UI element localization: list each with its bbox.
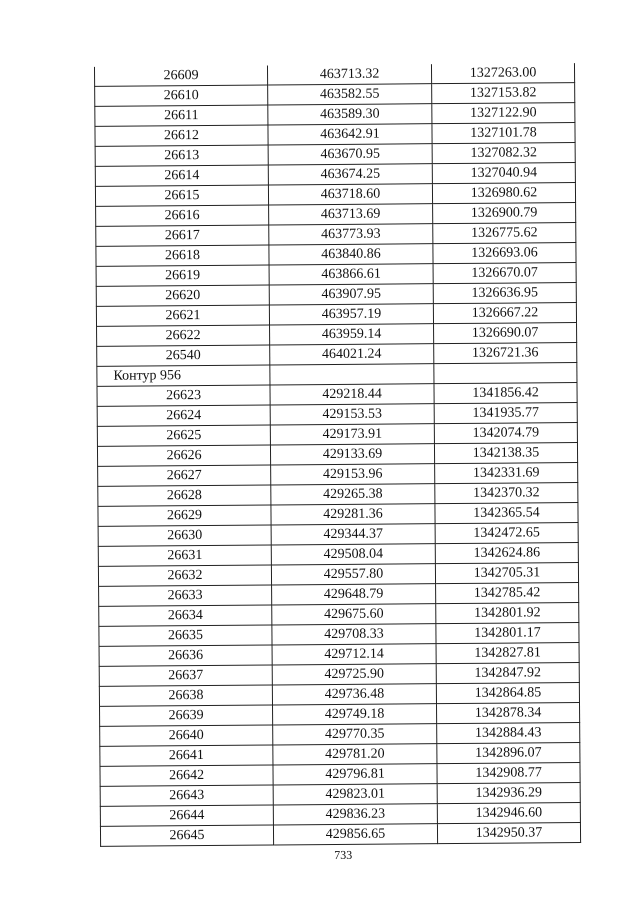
y-coordinate-cell: 1342705.31 xyxy=(435,563,578,584)
point-number-cell: 26624 xyxy=(97,405,270,426)
y-coordinate-cell: 1342827.81 xyxy=(436,643,579,664)
x-coordinate-cell: 464021.24 xyxy=(270,344,434,365)
x-coordinate-cell: 429173.91 xyxy=(270,424,434,445)
point-number-cell: 26638 xyxy=(99,685,272,706)
point-number-cell: 26640 xyxy=(100,725,273,746)
point-number-cell: 26629 xyxy=(98,505,271,526)
point-number-cell: 26619 xyxy=(96,265,269,286)
y-coordinate-cell: 1326721.36 xyxy=(434,343,577,364)
y-coordinate-cell: 1342801.17 xyxy=(436,623,579,644)
y-coordinate-cell: 1342946.60 xyxy=(437,803,580,824)
point-number-cell: 26636 xyxy=(99,645,272,666)
contour-label-cell: Контур 956 xyxy=(97,365,270,386)
y-coordinate-cell: 1342950.37 xyxy=(437,823,580,844)
x-coordinate-cell: 429133.69 xyxy=(270,444,434,465)
y-coordinate-cell: 1327082.32 xyxy=(432,143,575,164)
x-coordinate-cell: 463670.95 xyxy=(268,144,432,165)
x-coordinate-cell: 463589.30 xyxy=(268,104,432,125)
point-number-cell: 26631 xyxy=(98,545,271,566)
y-coordinate-cell: 1326670.07 xyxy=(433,263,576,284)
point-number-cell: 26613 xyxy=(95,145,268,166)
x-coordinate-cell: 429708.33 xyxy=(272,624,436,645)
point-number-cell: 26643 xyxy=(100,785,273,806)
x-coordinate-cell: 429344.37 xyxy=(271,524,435,545)
point-number-cell: 26634 xyxy=(99,605,272,626)
x-coordinate-cell: 463718.60 xyxy=(268,184,432,205)
x-coordinate-cell: 429153.96 xyxy=(271,464,435,485)
point-number-cell: 26616 xyxy=(96,205,269,226)
point-number-cell: 26621 xyxy=(96,305,269,326)
point-number-cell: 26626 xyxy=(97,445,270,466)
x-coordinate-cell: 463866.61 xyxy=(269,264,433,285)
point-number-cell: 26642 xyxy=(100,765,273,786)
point-number-cell: 26633 xyxy=(99,585,272,606)
y-coordinate-cell: 1342785.42 xyxy=(436,583,579,604)
x-coordinate-cell: 463713.69 xyxy=(269,204,433,225)
x-coordinate-cell: 429281.36 xyxy=(271,504,435,525)
point-number-cell: 26635 xyxy=(99,625,272,646)
y-coordinate-cell: 1326900.79 xyxy=(433,203,576,224)
y-coordinate-cell: 1342472.65 xyxy=(435,523,578,544)
point-number-cell: 26540 xyxy=(97,345,270,366)
y-coordinate-cell: 1342365.54 xyxy=(435,503,578,524)
point-number-cell: 26611 xyxy=(95,105,268,126)
point-number-cell: 26609 xyxy=(94,65,267,86)
point-number-cell: 26623 xyxy=(97,385,270,406)
y-coordinate-cell: 1327101.78 xyxy=(432,123,575,144)
y-coordinate-cell: 1326980.62 xyxy=(432,183,575,204)
x-coordinate-cell: 463840.86 xyxy=(269,244,433,265)
page-number: 733 xyxy=(334,847,353,862)
x-coordinate-cell: 463642.91 xyxy=(268,124,432,145)
y-coordinate-cell: 1327153.82 xyxy=(432,83,575,104)
point-number-cell: 26615 xyxy=(95,185,268,206)
point-number-cell: 26610 xyxy=(95,85,268,106)
x-coordinate-cell: 429781.20 xyxy=(273,744,437,765)
x-coordinate-cell: 429856.65 xyxy=(273,824,437,845)
point-number-cell: 26630 xyxy=(98,525,271,546)
point-number-cell: 26617 xyxy=(96,225,269,246)
y-coordinate-cell: 1341856.42 xyxy=(434,383,577,404)
y-coordinate-cell: 1342801.92 xyxy=(436,603,579,624)
y-coordinate-cell: 1342624.86 xyxy=(435,543,578,564)
point-number-cell: 26622 xyxy=(97,325,270,346)
point-number-cell: 26620 xyxy=(96,285,269,306)
point-number-cell: 26618 xyxy=(96,245,269,266)
x-coordinate-cell: 463674.25 xyxy=(268,164,432,185)
y-coordinate-cell: 1342847.92 xyxy=(436,663,579,684)
x-coordinate-cell: 429823.01 xyxy=(273,784,437,805)
point-number-cell: 26639 xyxy=(100,705,273,726)
point-number-cell: 26645 xyxy=(100,825,273,846)
x-coordinate-cell: 429675.60 xyxy=(272,604,436,625)
coordinates-table xyxy=(94,63,581,847)
y-coordinate-cell: 1327040.94 xyxy=(432,163,575,184)
point-number-cell: 26614 xyxy=(95,165,268,186)
y-coordinate-cell: 1326690.07 xyxy=(434,323,577,344)
y-coordinate-cell: 1342331.69 xyxy=(435,463,578,484)
x-coordinate-cell: 429218.44 xyxy=(270,384,434,405)
x-coordinate-cell: 463773.93 xyxy=(269,224,433,245)
y-coordinate-cell: 1342908.77 xyxy=(437,763,580,784)
y-coordinate-cell: 1342864.85 xyxy=(436,683,579,704)
y-coordinate-cell: 1341935.77 xyxy=(434,403,577,424)
y-coordinate-cell: 1326667.22 xyxy=(433,303,576,324)
y-coordinate-cell: 1342896.07 xyxy=(437,743,580,764)
x-coordinate-cell: 429648.79 xyxy=(272,584,436,605)
x-coordinate-cell: 463959.14 xyxy=(270,324,434,345)
y-coordinate-cell: 1326775.62 xyxy=(433,223,576,244)
table-row xyxy=(100,823,580,847)
y-coordinate-cell: 1327122.90 xyxy=(432,103,575,124)
x-coordinate-cell: 463907.95 xyxy=(269,284,433,305)
point-number-cell: 26625 xyxy=(97,425,270,446)
x-coordinate-cell: 429265.38 xyxy=(271,484,435,505)
x-coordinate-cell: 429749.18 xyxy=(273,704,437,725)
x-coordinate-cell: 429508.04 xyxy=(271,544,435,565)
point-number-cell: 26632 xyxy=(98,565,271,586)
point-number-cell: 26641 xyxy=(100,745,273,766)
y-coordinate-cell: 1327263.00 xyxy=(431,63,574,84)
y-coordinate-cell: 1342074.79 xyxy=(434,423,577,444)
x-coordinate-cell: 429712.14 xyxy=(272,644,436,665)
x-coordinate-cell: 429770.35 xyxy=(273,724,437,745)
point-number-cell: 26612 xyxy=(95,125,268,146)
y-coordinate-cell: 1326636.95 xyxy=(433,283,576,304)
point-number-cell: 26628 xyxy=(98,485,271,506)
x-coordinate-cell: 429725.90 xyxy=(272,664,436,685)
y-coordinate-cell: 1342936.29 xyxy=(437,783,580,804)
y-coordinate-cell: 1342138.35 xyxy=(434,443,577,464)
x-coordinate-cell: 429836.23 xyxy=(273,804,437,825)
point-number-cell: 26637 xyxy=(99,665,272,686)
x-coordinate-cell: 429153.53 xyxy=(270,404,434,425)
coordinates-table-body xyxy=(94,63,580,846)
y-coordinate-cell: 1342878.34 xyxy=(436,703,579,724)
point-number-cell: 26627 xyxy=(98,465,271,486)
y-coordinate-cell: 1342370.32 xyxy=(435,483,578,504)
x-coordinate-cell: 429736.48 xyxy=(272,684,436,705)
x-coordinate-cell xyxy=(270,364,434,385)
x-coordinate-cell: 463957.19 xyxy=(269,304,433,325)
y-coordinate-cell: 1342884.43 xyxy=(437,723,580,744)
point-number-cell: 26644 xyxy=(100,805,273,826)
x-coordinate-cell: 429557.80 xyxy=(271,564,435,585)
y-coordinate-cell xyxy=(434,363,577,384)
x-coordinate-cell: 463713.32 xyxy=(267,64,431,85)
x-coordinate-cell: 429796.81 xyxy=(273,764,437,785)
x-coordinate-cell: 463582.55 xyxy=(268,84,432,105)
y-coordinate-cell: 1326693.06 xyxy=(433,243,576,264)
